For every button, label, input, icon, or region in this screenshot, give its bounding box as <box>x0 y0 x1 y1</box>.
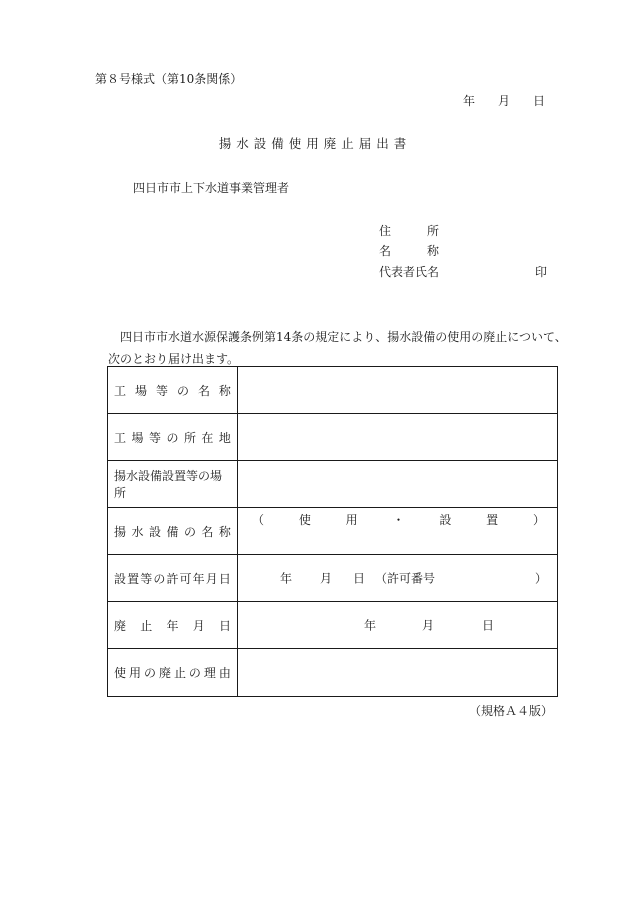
label-char: 止 <box>173 666 186 680</box>
label-char: 設 <box>148 524 161 539</box>
label-char: 日 <box>218 618 231 633</box>
label-char: 理 <box>203 666 216 680</box>
label-char: の <box>183 524 196 539</box>
label-char: 年 <box>192 571 205 586</box>
label-char: の <box>166 430 179 445</box>
permit-month: 月 <box>320 571 333 586</box>
installation-place-field[interactable] <box>238 461 557 507</box>
label-char: 名 <box>197 383 210 398</box>
label-char: 在 <box>201 430 214 445</box>
addressee: 四日市市上下水道事業管理者 <box>133 181 290 195</box>
paper-size-note: （規格Ａ４版） <box>469 704 554 718</box>
address-label-char: 住 <box>379 224 392 238</box>
table-row <box>108 649 557 696</box>
row-label-installation-place <box>114 467 231 501</box>
use-option: 使 <box>298 513 311 527</box>
label-char: 止 <box>140 618 153 633</box>
table-row <box>108 414 557 461</box>
separator: ・ <box>392 513 405 527</box>
permit-number-close: ） <box>535 571 548 586</box>
abolition-reason-field[interactable] <box>238 649 557 696</box>
label-char: 月 <box>205 571 218 586</box>
label-char: 許 <box>166 571 179 586</box>
address-label <box>379 222 439 239</box>
label-cell <box>108 555 238 601</box>
label-cell <box>108 602 238 648</box>
label-char: 等 <box>148 430 161 445</box>
label-cell <box>108 461 238 507</box>
label-char: 等 <box>155 383 168 398</box>
equipment-name-field[interactable] <box>238 508 557 554</box>
factory-name-field[interactable] <box>238 367 557 413</box>
label-char: 名 <box>201 524 214 539</box>
label-char: 地 <box>218 430 231 445</box>
label-char: 場 <box>131 430 144 445</box>
address-label-char: 所 <box>426 224 439 238</box>
row-label-factory-location <box>114 429 231 446</box>
label-char: 称 <box>218 524 231 539</box>
use-option: 用 <box>345 513 358 527</box>
use-install-choice <box>252 511 545 528</box>
form-number: 第８号様式（第10条関係） <box>95 72 243 86</box>
label-char: 工 <box>114 383 127 398</box>
label-char: 年 <box>166 618 179 633</box>
close-paren: ） <box>532 513 545 527</box>
label-char: 廃 <box>158 666 171 680</box>
header-date-month: 月 <box>497 94 510 108</box>
permit-day: 日 <box>353 571 366 586</box>
permit-year: 年 <box>280 571 293 586</box>
label-char: 所 <box>183 430 196 445</box>
label-char: 備 <box>166 524 179 539</box>
label-char: の <box>188 666 201 680</box>
table-row <box>108 555 557 602</box>
label-char: 廃 <box>114 618 127 633</box>
name-label-char: 名 <box>379 244 392 258</box>
header-date <box>463 92 545 109</box>
open-paren: （ <box>252 513 265 527</box>
name-label <box>379 242 439 259</box>
body-text: 四日市市水道水源保護条例第14条の規定により、揚水設備の使用の廃止について、次のとおり届け出ます。 <box>108 330 567 366</box>
header-date-year: 年 <box>463 94 476 108</box>
install-option: 設 <box>439 513 452 527</box>
label-char: の <box>143 666 156 680</box>
label-char: 場 <box>134 383 147 398</box>
permit-number-label: （許可番号 <box>375 571 436 586</box>
table-row <box>108 461 557 508</box>
form-table <box>107 366 558 697</box>
row-label-factory-name <box>114 382 231 399</box>
row-label-equipment-name <box>114 523 231 540</box>
header-date-day: 日 <box>532 94 545 108</box>
permit-date-field[interactable] <box>238 555 557 601</box>
label-char: 等 <box>140 571 153 586</box>
row-label-permit-date <box>114 570 231 587</box>
label-cell <box>108 508 238 554</box>
abolition-date-field[interactable] <box>238 602 557 648</box>
row-label-abolition-date <box>114 617 231 634</box>
label-char: 日 <box>218 571 231 586</box>
seal-mark: 印 <box>534 265 547 279</box>
label-char: 月 <box>192 618 205 633</box>
abolition-year: 年 <box>364 618 377 633</box>
label-char: 称 <box>218 383 231 398</box>
label-char: 設 <box>114 571 127 586</box>
row-label-abolition-reason <box>114 664 231 681</box>
name-label-char: 称 <box>426 244 439 258</box>
label-char: 使 <box>114 666 127 680</box>
label-text: 揚水設備設置等の場所 <box>114 469 223 500</box>
factory-location-field[interactable] <box>238 414 557 460</box>
table-row <box>108 367 557 414</box>
document-title: 揚水設備使用廃止届出書 <box>218 136 412 151</box>
label-cell <box>108 649 238 696</box>
table-row <box>108 602 557 649</box>
label-cell <box>108 367 238 413</box>
install-option: 置 <box>486 513 499 527</box>
label-char: 置 <box>127 571 140 586</box>
label-char: 由 <box>218 666 231 680</box>
abolition-month: 月 <box>422 618 435 633</box>
label-char: 工 <box>114 430 127 445</box>
label-char: の <box>176 383 189 398</box>
label-char: 用 <box>128 666 141 680</box>
label-char: 水 <box>131 524 144 539</box>
abolition-day: 日 <box>482 618 495 633</box>
label-char: 可 <box>179 571 192 586</box>
representative-label: 代表者氏名 <box>379 265 440 279</box>
label-cell <box>108 414 238 460</box>
table-row <box>108 508 557 555</box>
label-char: 揚 <box>114 524 127 539</box>
label-char: の <box>153 571 166 586</box>
